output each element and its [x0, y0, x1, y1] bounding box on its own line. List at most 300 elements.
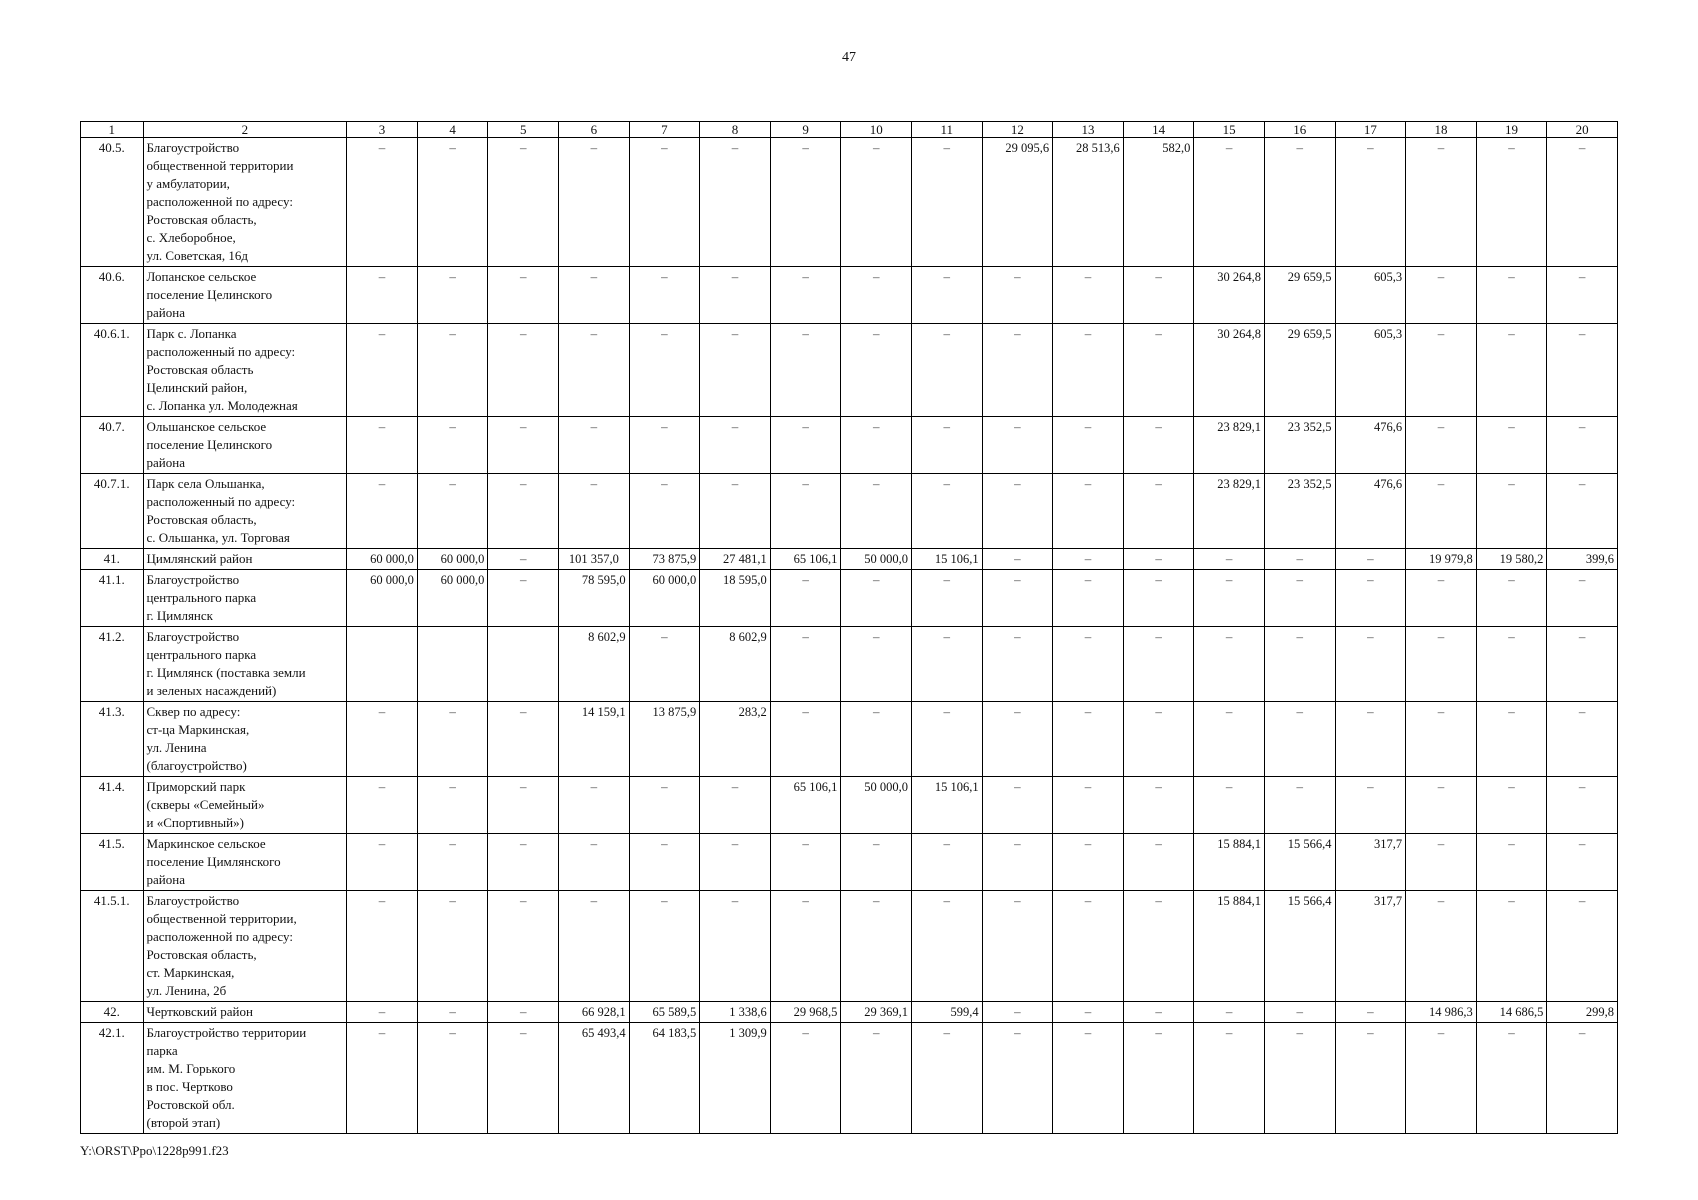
header-row: [81, 122, 1618, 138]
value-cell: –: [841, 138, 912, 267]
table-header: [81, 122, 1618, 138]
value-cell: –: [1194, 1023, 1265, 1134]
value-cell: –: [1547, 834, 1618, 891]
value-cell: –: [841, 474, 912, 549]
value-cell: –: [488, 891, 559, 1002]
description-line: и зеленых насаждений): [146, 683, 277, 698]
value-cell: –: [1053, 891, 1124, 1002]
value-cell: –: [1194, 702, 1265, 777]
value-cell: –: [559, 267, 630, 324]
value-cell: –: [1476, 834, 1547, 891]
value-cell: 73 875,9: [629, 549, 700, 570]
value-cell: –: [559, 138, 630, 267]
value-cell: –: [1335, 549, 1406, 570]
value-cell: 50 000,0: [841, 549, 912, 570]
description-line: расположенной по адресу:: [146, 194, 293, 209]
value-cell: –: [488, 777, 559, 834]
value-cell: –: [1476, 417, 1547, 474]
table-row: [81, 891, 1618, 1002]
description-line: ст-ца Маркинская,: [146, 722, 250, 737]
value-cell: 65 106,1: [770, 777, 841, 834]
value-cell: –: [488, 267, 559, 324]
value-cell: –: [1053, 1002, 1124, 1023]
row-description: [143, 570, 347, 627]
column-header: 14: [1123, 122, 1194, 138]
value-cell: –: [1123, 891, 1194, 1002]
value-cell: 60 000,0: [417, 570, 488, 627]
value-cell: –: [1476, 702, 1547, 777]
value-cell: –: [1476, 570, 1547, 627]
value-cell: –: [629, 138, 700, 267]
value-cell: –: [417, 474, 488, 549]
value-cell: –: [1123, 570, 1194, 627]
value-cell: –: [1264, 138, 1335, 267]
description-line: ул. Советская, 16д: [146, 248, 249, 263]
value-cell: 23 352,5: [1264, 417, 1335, 474]
description-line: Парк с. Лопанка: [146, 326, 237, 341]
description-line: ст. Маркинская,: [146, 965, 235, 980]
value-cell: –: [1264, 570, 1335, 627]
value-cell: –: [841, 834, 912, 891]
value-cell: 317,7: [1335, 834, 1406, 891]
column-header: 6: [559, 122, 630, 138]
value-cell: –: [1194, 1002, 1265, 1023]
value-cell: 15 566,4: [1264, 891, 1335, 1002]
value-cell: –: [1406, 834, 1477, 891]
value-cell: –: [1406, 702, 1477, 777]
value-cell: –: [1053, 417, 1124, 474]
description-line: (благоустройство): [146, 758, 247, 773]
column-header: 5: [488, 122, 559, 138]
value-cell: –: [1335, 1023, 1406, 1134]
value-cell: –: [629, 834, 700, 891]
description-line: Цимлянский район: [146, 551, 253, 566]
value-cell: –: [1123, 1002, 1194, 1023]
value-cell: –: [559, 474, 630, 549]
value-cell: 476,6: [1335, 417, 1406, 474]
value-cell: –: [417, 138, 488, 267]
description-line: с. Хлеборобное,: [146, 230, 236, 245]
value-cell: –: [911, 324, 982, 417]
description-line: центрального парка: [146, 647, 257, 662]
value-cell: 1 309,9: [700, 1023, 771, 1134]
value-cell: 65 493,4: [559, 1023, 630, 1134]
value-cell: –: [1264, 627, 1335, 702]
description-line: района: [146, 455, 185, 470]
value-cell: –: [488, 834, 559, 891]
value-cell: –: [347, 138, 418, 267]
value-cell: –: [770, 474, 841, 549]
value-cell: –: [1547, 777, 1618, 834]
table-row: [81, 324, 1618, 417]
value-cell: –: [700, 324, 771, 417]
row-description: [143, 138, 347, 267]
value-cell: –: [1406, 324, 1477, 417]
value-cell: –: [1335, 1002, 1406, 1023]
value-cell: –: [1123, 1023, 1194, 1134]
value-cell: –: [417, 702, 488, 777]
value-cell: –: [1406, 777, 1477, 834]
table-row: [81, 417, 1618, 474]
value-cell: –: [488, 474, 559, 549]
description-line: г. Цимлянск: [146, 608, 213, 623]
description-line: ул. Ленина, 2б: [146, 983, 227, 998]
value-cell: 23 829,1: [1194, 474, 1265, 549]
value-cell: –: [488, 138, 559, 267]
row-description: [143, 1002, 347, 1023]
value-cell: –: [417, 891, 488, 1002]
value-cell: 14 159,1: [559, 702, 630, 777]
value-cell: –: [1053, 549, 1124, 570]
value-cell: 65 106,1: [770, 549, 841, 570]
description-line: поселение Цимлянского: [146, 854, 281, 869]
value-cell: –: [841, 570, 912, 627]
row-index: 41.5.1.: [81, 891, 144, 1002]
value-cell: –: [911, 267, 982, 324]
value-cell: –: [700, 267, 771, 324]
value-cell: –: [911, 891, 982, 1002]
row-description: [143, 324, 347, 417]
value-cell: 15 884,1: [1194, 834, 1265, 891]
value-cell: –: [1194, 570, 1265, 627]
value-cell: –: [629, 777, 700, 834]
value-cell: –: [1123, 324, 1194, 417]
value-cell: 27 481,1: [700, 549, 771, 570]
value-cell: 101 357,0: [559, 549, 630, 570]
value-cell: –: [1264, 549, 1335, 570]
value-cell: 60 000,0: [347, 549, 418, 570]
value-cell: 66 928,1: [559, 1002, 630, 1023]
value-cell: 30 264,8: [1194, 324, 1265, 417]
value-cell: –: [982, 1023, 1053, 1134]
value-cell: 582,0: [1123, 138, 1194, 267]
value-cell: 14 986,3: [1406, 1002, 1477, 1023]
row-description: [143, 702, 347, 777]
value-cell: –: [1547, 570, 1618, 627]
value-cell: –: [347, 834, 418, 891]
value-cell: 14 686,5: [1476, 1002, 1547, 1023]
value-cell: –: [911, 1023, 982, 1134]
description-line: (второй этап): [146, 1115, 221, 1130]
value-cell: 64 183,5: [629, 1023, 700, 1134]
value-cell: –: [770, 267, 841, 324]
value-cell: –: [1053, 324, 1124, 417]
value-cell: –: [841, 627, 912, 702]
value-cell: –: [911, 138, 982, 267]
value-cell: 30 264,8: [1194, 267, 1265, 324]
row-index: 40.7.: [81, 417, 144, 474]
value-cell: –: [982, 891, 1053, 1002]
column-header: 12: [982, 122, 1053, 138]
value-cell: –: [488, 549, 559, 570]
value-cell: –: [982, 267, 1053, 324]
value-cell: 29 369,1: [841, 1002, 912, 1023]
description-line: г. Цимлянск (поставка земли: [146, 665, 306, 680]
value-cell: –: [488, 570, 559, 627]
value-cell: –: [1547, 267, 1618, 324]
value-cell: –: [1053, 777, 1124, 834]
description-line: расположенный по адресу:: [146, 494, 296, 509]
value-cell: 60 000,0: [629, 570, 700, 627]
value-cell: 317,7: [1335, 891, 1406, 1002]
description-line: района: [146, 872, 185, 887]
value-cell: –: [1264, 1023, 1335, 1134]
value-cell: –: [1476, 1023, 1547, 1134]
value-cell: –: [347, 267, 418, 324]
value-cell: 605,3: [1335, 324, 1406, 417]
description-line: в пос. Чертково: [146, 1079, 233, 1094]
value-cell: –: [770, 702, 841, 777]
value-cell: –: [1053, 267, 1124, 324]
value-cell: –: [347, 777, 418, 834]
value-cell: –: [347, 702, 418, 777]
value-cell: –: [1123, 702, 1194, 777]
value-cell: –: [1406, 417, 1477, 474]
value-cell: 15 884,1: [1194, 891, 1265, 1002]
value-cell: –: [841, 1023, 912, 1134]
value-cell: –: [417, 834, 488, 891]
value-cell: 299,8: [1547, 1002, 1618, 1023]
value-cell: –: [1123, 834, 1194, 891]
value-cell: –: [1123, 267, 1194, 324]
value-cell: –: [700, 891, 771, 1002]
value-cell: –: [1053, 702, 1124, 777]
table-row: [81, 1023, 1618, 1134]
column-header: 2: [143, 122, 347, 138]
table-row: [81, 549, 1618, 570]
value-cell: 8 602,9: [700, 627, 771, 702]
value-cell: –: [911, 474, 982, 549]
value-cell: –: [559, 324, 630, 417]
row-description: [143, 1023, 347, 1134]
value-cell: –: [1476, 138, 1547, 267]
value-cell: 283,2: [700, 702, 771, 777]
value-cell: –: [1476, 267, 1547, 324]
description-line: Благоустройство: [146, 893, 240, 908]
description-line: Чертковский район: [146, 1004, 253, 1019]
value-cell: –: [629, 627, 700, 702]
row-description: [143, 891, 347, 1002]
column-header: 19: [1476, 122, 1547, 138]
value-cell: –: [1123, 549, 1194, 570]
row-index: 41.4.: [81, 777, 144, 834]
table-row: [81, 834, 1618, 891]
value-cell: 50 000,0: [841, 777, 912, 834]
value-cell: –: [770, 138, 841, 267]
value-cell: –: [1335, 138, 1406, 267]
column-header: 4: [417, 122, 488, 138]
value-cell: –: [1547, 474, 1618, 549]
column-header: 20: [1547, 122, 1618, 138]
column-header: 10: [841, 122, 912, 138]
value-cell: 23 829,1: [1194, 417, 1265, 474]
value-cell: –: [770, 324, 841, 417]
column-header: 3: [347, 122, 418, 138]
value-cell: –: [629, 891, 700, 1002]
value-cell: –: [1547, 324, 1618, 417]
column-header: 13: [1053, 122, 1124, 138]
value-cell: 19 580,2: [1476, 549, 1547, 570]
value-cell: 28 513,6: [1053, 138, 1124, 267]
value-cell: –: [417, 417, 488, 474]
value-cell: –: [1406, 1023, 1477, 1134]
value-cell: –: [347, 417, 418, 474]
value-cell: –: [559, 891, 630, 1002]
value-cell: [347, 627, 418, 702]
value-cell: –: [347, 1002, 418, 1023]
value-cell: –: [770, 834, 841, 891]
row-description: [143, 627, 347, 702]
value-cell: –: [841, 891, 912, 1002]
value-cell: –: [1547, 627, 1618, 702]
page-number: 47: [842, 50, 856, 65]
value-cell: –: [488, 702, 559, 777]
value-cell: –: [982, 627, 1053, 702]
value-cell: 65 589,5: [629, 1002, 700, 1023]
value-cell: –: [1123, 627, 1194, 702]
value-cell: –: [559, 417, 630, 474]
value-cell: –: [1335, 570, 1406, 627]
value-cell: –: [770, 1023, 841, 1134]
value-cell: –: [1547, 702, 1618, 777]
value-cell: –: [700, 474, 771, 549]
value-cell: –: [911, 834, 982, 891]
table-row: [81, 267, 1618, 324]
table-row: [81, 138, 1618, 267]
table-row: [81, 777, 1618, 834]
value-cell: –: [629, 324, 700, 417]
column-header: 8: [700, 122, 771, 138]
description-line: с. Ольшанка, ул. Торговая: [146, 530, 290, 545]
value-cell: –: [700, 138, 771, 267]
value-cell: –: [1406, 891, 1477, 1002]
value-cell: 476,6: [1335, 474, 1406, 549]
row-index: 40.6.: [81, 267, 144, 324]
value-cell: –: [1476, 891, 1547, 1002]
value-cell: –: [347, 1023, 418, 1134]
value-cell: –: [1053, 627, 1124, 702]
row-description: [143, 834, 347, 891]
description-line: Благоустройство: [146, 572, 240, 587]
description-line: парка: [146, 1043, 178, 1058]
value-cell: –: [911, 417, 982, 474]
value-cell: 15 106,1: [911, 777, 982, 834]
value-cell: –: [982, 702, 1053, 777]
value-cell: –: [629, 267, 700, 324]
value-cell: –: [629, 417, 700, 474]
value-cell: –: [841, 417, 912, 474]
row-index: 41.: [81, 549, 144, 570]
value-cell: [488, 627, 559, 702]
value-cell: –: [982, 1002, 1053, 1023]
value-cell: –: [417, 1023, 488, 1134]
value-cell: 29 659,5: [1264, 324, 1335, 417]
row-index: 40.5.: [81, 138, 144, 267]
row-index: 40.6.1.: [81, 324, 144, 417]
description-line: Ольшанское сельское: [146, 419, 267, 434]
value-cell: –: [1476, 777, 1547, 834]
row-index: 42.: [81, 1002, 144, 1023]
value-cell: 13 875,9: [629, 702, 700, 777]
description-line: Благоустройство: [146, 140, 240, 155]
column-header: 16: [1264, 122, 1335, 138]
value-cell: –: [911, 627, 982, 702]
value-cell: –: [1406, 627, 1477, 702]
column-header: 11: [911, 122, 982, 138]
value-cell: 29 095,6: [982, 138, 1053, 267]
value-cell: –: [347, 324, 418, 417]
description-line: Приморский парк: [146, 779, 246, 794]
value-cell: –: [841, 702, 912, 777]
value-cell: –: [700, 777, 771, 834]
value-cell: –: [1123, 777, 1194, 834]
value-cell: –: [911, 702, 982, 777]
value-cell: –: [417, 1002, 488, 1023]
column-header: 1: [81, 122, 144, 138]
value-cell: –: [1476, 474, 1547, 549]
description-line: Ростовская область: [146, 362, 254, 377]
value-cell: –: [911, 570, 982, 627]
value-cell: –: [982, 570, 1053, 627]
description-line: расположенной по адресу:: [146, 929, 293, 944]
description-line: Парк села Ольшанка,: [146, 476, 265, 491]
table-body: [81, 138, 1618, 1134]
value-cell: –: [700, 417, 771, 474]
value-cell: –: [1547, 417, 1618, 474]
value-cell: 1 338,6: [700, 1002, 771, 1023]
description-line: Маркинское сельское: [146, 836, 266, 851]
value-cell: –: [982, 549, 1053, 570]
row-index: 41.3.: [81, 702, 144, 777]
description-line: района: [146, 305, 185, 320]
value-cell: 15 566,4: [1264, 834, 1335, 891]
value-cell: –: [1406, 570, 1477, 627]
value-cell: 599,4: [911, 1002, 982, 1023]
value-cell: –: [770, 627, 841, 702]
description-line: и «Спортивный»): [146, 815, 244, 830]
description-line: расположенный по адресу:: [146, 344, 296, 359]
value-cell: –: [1335, 627, 1406, 702]
value-cell: –: [1053, 1023, 1124, 1134]
row-index: 41.5.: [81, 834, 144, 891]
value-cell: –: [982, 834, 1053, 891]
row-description: [143, 267, 347, 324]
table-row: [81, 570, 1618, 627]
value-cell: –: [982, 324, 1053, 417]
value-cell: –: [488, 324, 559, 417]
value-cell: –: [559, 777, 630, 834]
description-line: ул. Ленина: [146, 740, 207, 755]
description-line: у амбулатории,: [146, 176, 230, 191]
row-description: [143, 417, 347, 474]
column-header: 9: [770, 122, 841, 138]
value-cell: 23 352,5: [1264, 474, 1335, 549]
value-cell: –: [488, 417, 559, 474]
description-line: Ростовская область,: [146, 212, 257, 227]
table-row: [81, 702, 1618, 777]
value-cell: –: [1547, 1023, 1618, 1134]
value-cell: –: [417, 777, 488, 834]
value-cell: 19 979,8: [1406, 549, 1477, 570]
value-cell: 60 000,0: [347, 570, 418, 627]
file-path-footer: Y:\ORST\Ppo\1228p991.f23: [80, 1143, 229, 1158]
value-cell: –: [629, 474, 700, 549]
row-description: [143, 777, 347, 834]
value-cell: –: [1264, 777, 1335, 834]
description-line: поселение Целинского: [146, 437, 273, 452]
value-cell: –: [982, 417, 1053, 474]
value-cell: –: [1053, 474, 1124, 549]
